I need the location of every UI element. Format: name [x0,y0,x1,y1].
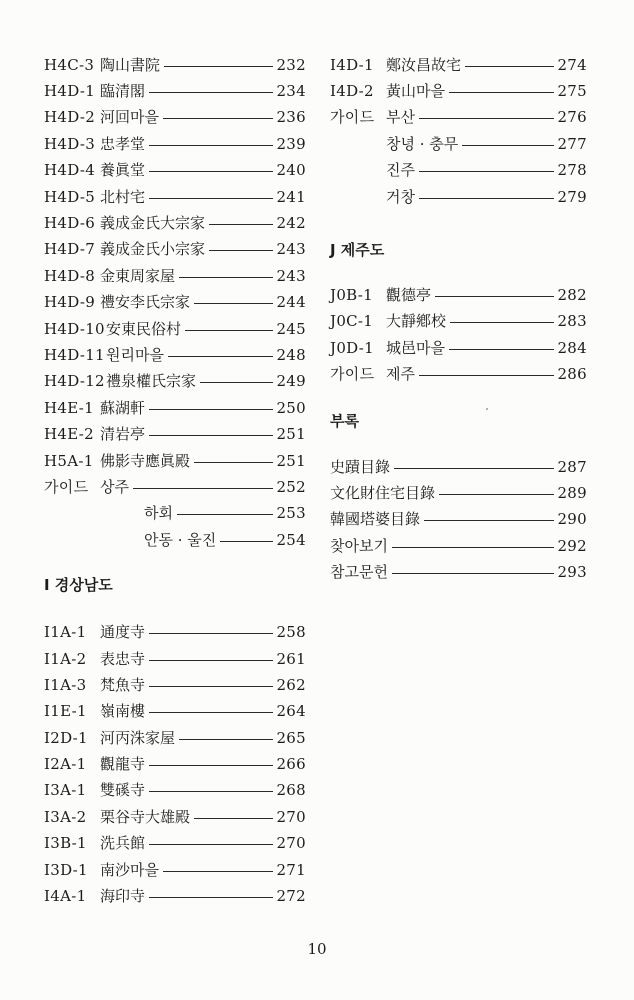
leader-line [419,118,554,119]
entry-code: H4D-8 [44,266,96,285]
entry-title: 洗兵館 [100,834,146,853]
entry-title: 거창 [386,187,415,206]
entry-code: I1A-2 [44,649,87,668]
toc-entry [330,362,587,388]
entry-page-number: 243 [276,240,306,259]
entry-title: 北村宅 [100,187,146,206]
toc-entry [44,619,306,645]
entry-code: 가이드 [330,365,375,384]
leader-line [149,92,273,93]
entry-page-number: 270 [276,834,306,853]
leader-line [149,145,273,146]
entry-title: 南沙마을 [100,860,159,879]
entry-title: 창녕 · 충무 [386,134,459,153]
entry-page-number: 252 [276,477,306,496]
entry-title: 城邑마을 [386,338,445,357]
toc-entry [44,646,306,672]
toc-entry [330,309,587,335]
leader-line [149,171,273,172]
entry-title: 佛影寺應眞殿 [100,451,191,470]
leader-line [149,435,273,436]
entry-page-number: 293 [557,563,587,582]
leader-line [194,462,273,463]
entry-title: 大靜鄕校 [386,312,447,331]
leader-line [179,277,273,278]
entry-title: 상주 [100,477,129,496]
toc-entry [330,480,587,506]
entry-title: 海印寺 [100,887,146,906]
toc-entry [44,751,306,777]
entry-code: I3D-1 [44,860,88,879]
leader-line [149,844,273,845]
toc-entry [44,725,306,751]
toc-entry [330,184,587,210]
toc-entry [44,158,306,184]
toc-entry [44,474,306,500]
entry-page-number: 253 [276,504,306,523]
leader-line [450,322,554,323]
leader-line [419,375,554,376]
entry-code: I2A-1 [44,755,87,774]
toc-entry [44,421,306,447]
entry-title: 제주 [386,365,415,384]
toc-left-column [44,52,306,910]
toc-entry [44,883,306,909]
entry-page-number: 276 [557,108,587,127]
leader-line [149,897,273,898]
toc-entry [330,507,587,533]
entry-page-number: 244 [276,293,306,312]
entry-page-number: 241 [276,187,306,206]
entry-page-number: 283 [557,312,587,331]
entry-code: 가이드 [44,477,89,496]
entry-page-number: 261 [276,649,306,668]
entry-page-number: 240 [276,161,306,180]
toc-entry [44,699,306,725]
toc-entry [330,335,587,361]
toc-entry [44,778,306,804]
toc-entry [44,184,306,210]
section-heading-i: I 경상남도 [44,575,113,594]
toc-entry [44,369,306,395]
toc-group-appendix [330,454,587,586]
toc-entry [44,395,306,421]
leader-line [149,712,273,713]
entry-page-number: 265 [276,728,306,747]
entry-title: 觀德亭 [386,286,432,305]
entry-code: H4E-1 [44,398,94,417]
entry-title: 雙磎寺 [100,781,146,800]
entry-page-number: 254 [276,530,306,549]
speck [486,408,488,410]
toc-group-i [44,619,306,909]
entry-title: 진주 [386,161,415,180]
entry-title: 史蹟目錄 [330,457,391,476]
entry-title: 嶺南樓 [100,702,146,721]
entry-code: I1E-1 [44,702,87,721]
leader-line [392,547,555,548]
entry-code: J0D-1 [330,338,374,357]
entry-title: 栗谷寺大雄殿 [100,807,191,826]
entry-page-number: 232 [276,55,306,74]
entry-code: I3A-2 [44,807,87,826]
toc-entry [44,342,306,368]
entry-code: J0C-1 [330,312,374,331]
entry-title: 觀龍寺 [100,755,146,774]
page-number: 10 [307,940,327,958]
toc-entry [44,672,306,698]
entry-page-number: 292 [557,536,587,555]
entry-page-number: 289 [557,483,587,502]
toc-group-i-cont [330,52,587,210]
entry-page-number: 248 [276,345,306,364]
entry-title: 臨清閣 [100,82,146,101]
entry-page-number: 287 [557,457,587,476]
entry-title: 黃山마을 [386,82,445,101]
toc-right-column [330,52,587,586]
toc-entry [330,282,587,308]
toc-entry [330,105,587,131]
leader-line [394,468,554,469]
entry-title: 안동 · 울진 [144,530,217,549]
entry-title: 文化財住宅目錄 [330,483,436,502]
entry-page-number: 279 [557,187,587,206]
entry-page-number: 234 [276,82,306,101]
entry-title: 하회 [144,504,173,523]
leader-line [163,871,273,872]
entry-code: I1A-3 [44,675,87,694]
entry-code: H4D-5 [44,187,96,206]
entry-page-number: 277 [557,134,587,153]
leader-line [149,791,273,792]
entry-code: 가이드 [330,108,375,127]
leader-line [424,520,554,521]
entry-page-number: 278 [557,161,587,180]
entry-title: 通度寺 [100,623,146,642]
leader-line [439,494,554,495]
toc-entry [44,831,306,857]
entry-code: I4D-1 [330,55,374,74]
entry-page-number: 264 [276,702,306,721]
entry-title: 清岩亭 [100,425,146,444]
leader-line [149,765,273,766]
leader-line [185,330,273,331]
toc-group-j [330,282,587,388]
leader-line [194,818,273,819]
entry-code: H4D-4 [44,161,96,180]
entry-code: H4E-2 [44,425,94,444]
entry-page-number: 262 [276,675,306,694]
leader-line [149,686,273,687]
toc-entry [330,131,587,157]
entry-code: I3A-1 [44,781,87,800]
entry-page-number: 272 [276,887,306,906]
entry-code: H4D-11 [44,345,105,364]
entry-code: I1A-1 [44,623,87,642]
leader-line [149,660,273,661]
entry-page-number: 258 [276,623,306,642]
entry-title: 養眞堂 [100,161,146,180]
entry-page-number: 266 [276,755,306,774]
leader-line [200,382,273,383]
entry-code: H4D-7 [44,240,96,259]
entry-page-number: 239 [276,134,306,153]
toc-entry [330,454,587,480]
toc-entry [330,559,587,585]
entry-title: 忠孝堂 [100,134,146,153]
leader-line [149,409,273,410]
entry-page-number: 251 [276,425,306,444]
entry-title: 義成金氏大宗家 [100,214,206,233]
toc-entry [330,158,587,184]
entry-page-number: 251 [276,451,306,470]
toc-entry [44,501,306,527]
toc-entry [330,52,587,78]
entry-page-number: 249 [276,372,306,391]
toc-entry [44,316,306,342]
entry-page-number: 236 [276,108,306,127]
entry-code: I4A-1 [44,887,87,906]
entry-title: 河回마을 [100,108,159,127]
toc-entry [44,857,306,883]
leader-line [449,349,554,350]
leader-line [177,514,273,515]
entry-title: 陶山書院 [100,55,161,74]
entry-title: 表忠寺 [100,649,146,668]
toc-entry [330,533,587,559]
toc-entry [44,237,306,263]
entry-code: I2D-1 [44,728,88,747]
entry-code: H4D-12 [44,372,105,391]
entry-code: H4D-3 [44,134,96,153]
leader-line [168,356,274,357]
entry-page-number: 242 [276,214,306,233]
toc-entry [44,263,306,289]
toc-entry [44,804,306,830]
entry-page-number: 250 [276,398,306,417]
leader-line [209,224,273,225]
leader-line [419,198,554,199]
section-heading-j: J 제주도 [330,240,385,259]
toc-entry [44,527,306,553]
leader-line [462,145,554,146]
entry-title: 禮泉權氏宗家 [106,372,197,391]
entry-code: H4C-3 [44,55,95,74]
toc-entry [44,290,306,316]
entry-title: 安東民俗村 [106,319,182,338]
toc-entry [330,78,587,104]
entry-page-number: 245 [276,319,306,338]
entry-title: 찾아보기 [330,536,388,555]
leader-line [164,66,273,67]
entry-title: 梵魚寺 [100,675,146,694]
leader-line [392,573,555,574]
entry-code: H4D-1 [44,82,96,101]
leader-line [163,118,273,119]
entry-title: 鄭汝昌故宅 [386,55,462,74]
entry-code: J0B-1 [330,286,373,305]
entry-code: I3B-1 [44,834,87,853]
toc-entry [44,52,306,78]
entry-page-number: 286 [557,365,587,384]
entry-code: I4D-2 [330,82,374,101]
leader-line [449,92,554,93]
leader-line [179,739,273,740]
entry-title: 蘇湖軒 [100,398,146,417]
toc-entry [44,105,306,131]
leader-line [133,488,273,489]
entry-title: 義成金氏小宗家 [100,240,206,259]
entry-code: H5A-1 [44,451,94,470]
leader-line [435,296,554,297]
toc-entry [44,78,306,104]
entry-title: 韓國塔婆目錄 [330,510,421,529]
entry-page-number: 268 [276,781,306,800]
entry-code: H4D-9 [44,293,96,312]
entry-code: H4D-10 [44,319,105,338]
entry-page-number: 274 [557,55,587,74]
entry-code: H4D-2 [44,108,96,127]
entry-page-number: 271 [276,860,306,879]
section-heading-appendix: 부록 [330,412,359,431]
toc-entry [44,131,306,157]
leader-line [194,303,273,304]
entry-page-number: 275 [557,82,587,101]
entry-page-number: 243 [276,266,306,285]
leader-line [220,541,273,542]
leader-line [149,198,273,199]
entry-title: 원리마을 [106,345,164,364]
toc-entry [44,210,306,236]
leader-line [465,66,554,67]
toc-group-h [44,52,306,553]
leader-line [209,250,273,251]
entry-page-number: 282 [557,286,587,305]
toc-entry [44,448,306,474]
entry-title: 金東周家屋 [100,266,176,285]
leader-line [149,633,273,634]
entry-title: 부산 [386,108,415,127]
entry-title: 禮安李氏宗家 [100,293,191,312]
entry-page-number: 270 [276,807,306,826]
leader-line [419,171,554,172]
entry-code: H4D-6 [44,214,96,233]
entry-title: 참고문헌 [330,563,388,582]
entry-page-number: 290 [557,510,587,529]
entry-title: 河丙洙家屋 [100,728,176,747]
entry-page-number: 284 [557,338,587,357]
